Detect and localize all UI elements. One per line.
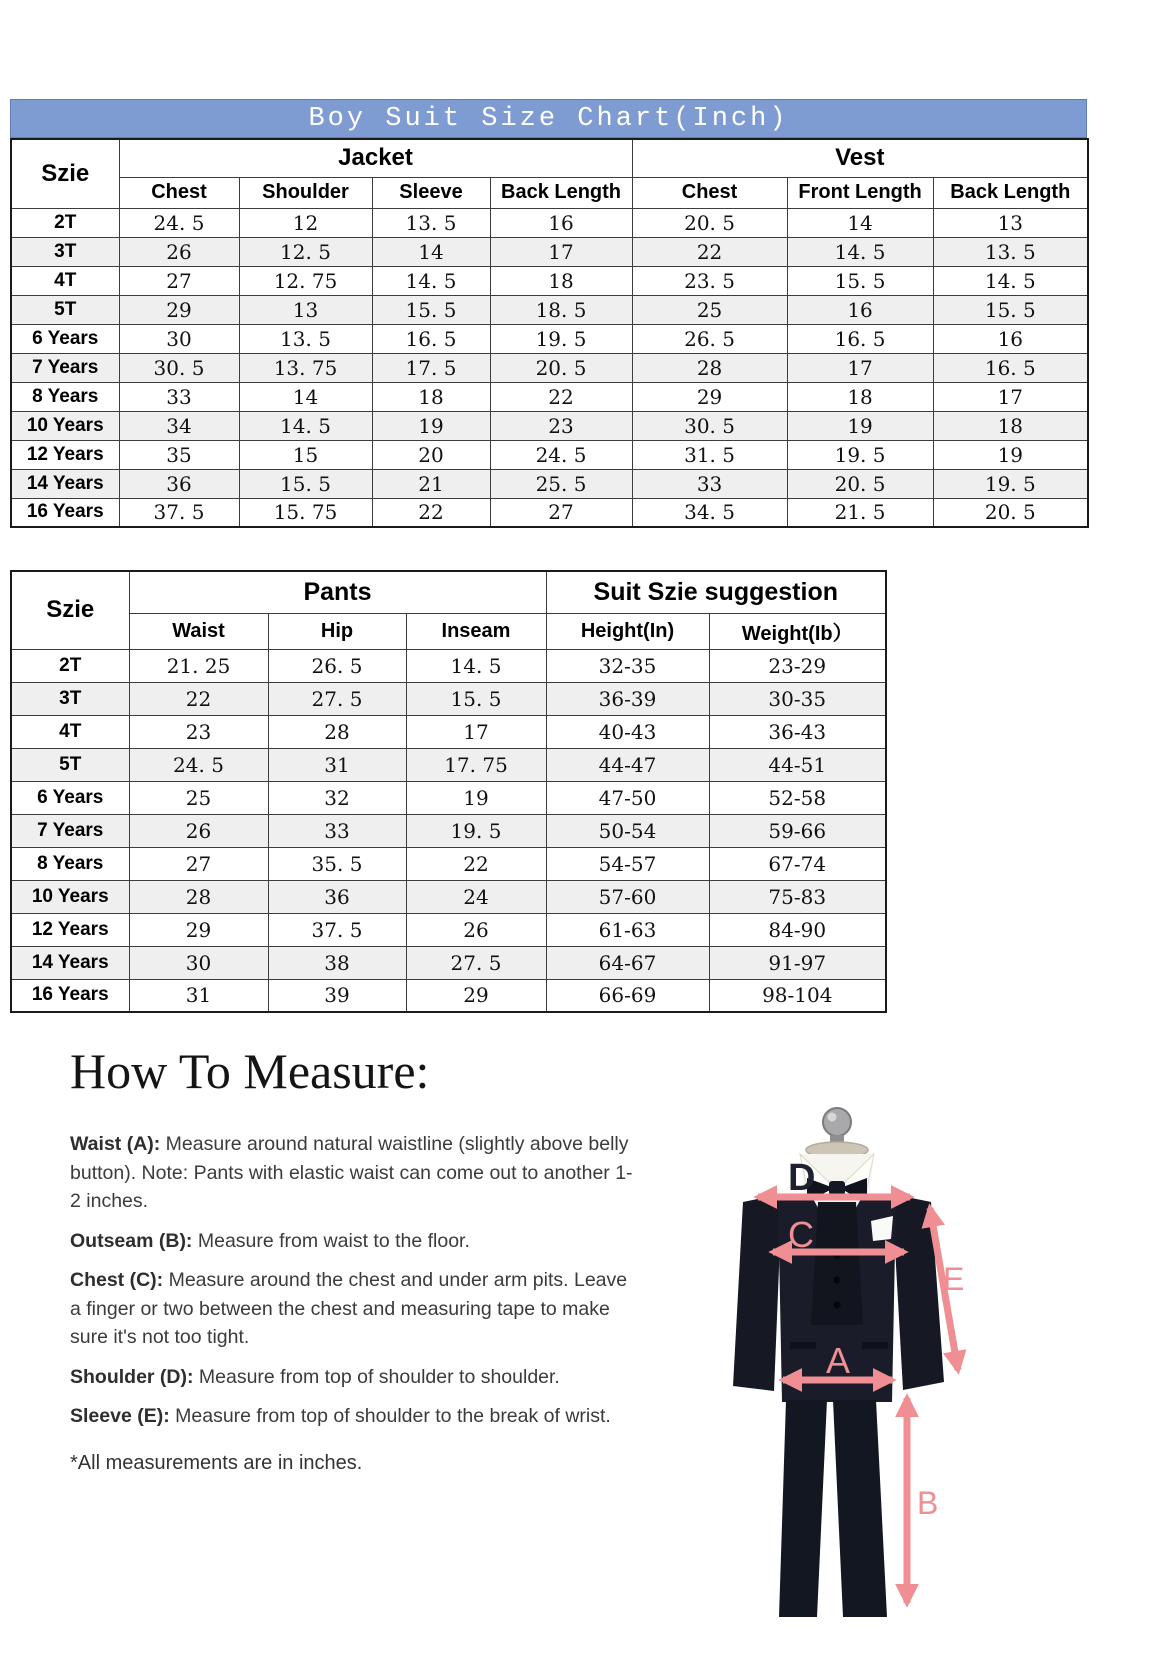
table-cell: 12. 75: [239, 266, 372, 295]
jacket-vest-size-chart: [10, 99, 1087, 528]
measure-instruction-list: [70, 1130, 635, 1431]
table-cell: 17: [787, 353, 933, 382]
table-cell: 14. 5: [933, 266, 1088, 295]
table-cell: 26: [406, 913, 546, 946]
table-cell: 19. 5: [406, 814, 546, 847]
row-size-label: 16 Years: [11, 979, 129, 1012]
col-vest-chest: Chest: [632, 177, 787, 208]
row-size-label: 12 Years: [11, 913, 129, 946]
table-cell: 26: [119, 237, 239, 266]
table-cell: 98-104: [709, 979, 886, 1012]
table-cell: 32: [268, 781, 406, 814]
size-column-header: Szie: [11, 571, 129, 649]
table-row: [11, 498, 1088, 527]
table-cell: 25. 5: [490, 469, 632, 498]
table-cell: 59-66: [709, 814, 886, 847]
table-cell: 31: [129, 979, 268, 1012]
row-size-label: 14 Years: [11, 469, 119, 498]
row-size-label: 2T: [11, 208, 119, 237]
table-cell: 13. 5: [239, 324, 372, 353]
table-cell: 32-35: [546, 649, 709, 682]
table-cell: 37. 5: [268, 913, 406, 946]
col-pants-waist: Waist: [129, 613, 268, 649]
table-cell: 13. 75: [239, 353, 372, 382]
table-cell: 16: [787, 295, 933, 324]
table-row: [11, 469, 1088, 498]
table-cell: 30-35: [709, 682, 886, 715]
table-cell: 38: [268, 946, 406, 979]
table-cell: 18: [490, 266, 632, 295]
table-cell: 26. 5: [268, 649, 406, 682]
col-vest-back-length: Back Length: [933, 177, 1088, 208]
table-cell: 28: [632, 353, 787, 382]
table-cell: 28: [129, 880, 268, 913]
table-cell: 19: [372, 411, 490, 440]
table-cell: 27: [129, 847, 268, 880]
waist-label: A: [826, 1340, 851, 1381]
table-cell: 24. 5: [129, 748, 268, 781]
col-jacket-sleeve: Sleeve: [372, 177, 490, 208]
table-cell: 15: [239, 440, 372, 469]
table-cell: 50-54: [546, 814, 709, 847]
pants-suggestion-table: [10, 570, 887, 1013]
table-cell: 16. 5: [933, 353, 1088, 382]
table-cell: 24. 5: [119, 208, 239, 237]
table-row: [11, 913, 886, 946]
pants-suggestion-size-chart: [10, 570, 885, 1013]
table-cell: 18. 5: [490, 295, 632, 324]
measure-instruction: Chest (C): Measure around the chest and under arm pits. Leave a finger or two between the chest and measuring tape to make sure it's not too tight.: [70, 1269, 628, 1348]
table-row: [11, 979, 886, 1012]
table-cell: 14. 5: [787, 237, 933, 266]
table-cell: 25: [632, 295, 787, 324]
table-cell: 66-69: [546, 979, 709, 1012]
outseam-label: B: [917, 1485, 939, 1521]
table-cell: 33: [268, 814, 406, 847]
table-cell: 30: [119, 324, 239, 353]
table-cell: 17. 5: [372, 353, 490, 382]
table-cell: 22: [406, 847, 546, 880]
table-cell: 30: [129, 946, 268, 979]
table-cell: 14: [787, 208, 933, 237]
row-size-label: 10 Years: [11, 411, 119, 440]
table-cell: 15. 5: [787, 266, 933, 295]
table-cell: 20. 5: [632, 208, 787, 237]
table-cell: 13: [239, 295, 372, 324]
table-cell: 47-50: [546, 781, 709, 814]
table-row: [11, 266, 1088, 295]
measure-instruction-lead: Waist (A):: [70, 1133, 161, 1155]
row-size-label: 4T: [11, 266, 119, 295]
measure-instruction-lead: Shoulder (D):: [70, 1365, 194, 1388]
table-cell: 19. 5: [933, 469, 1088, 498]
table-row: [11, 440, 1088, 469]
table-cell: 20. 5: [490, 353, 632, 382]
mannequin-stand-icon: [806, 1108, 868, 1158]
row-size-label: 5T: [11, 295, 119, 324]
table-cell: 35. 5: [268, 847, 406, 880]
table-row: [11, 715, 886, 748]
row-size-label: 12 Years: [11, 440, 119, 469]
table-cell: 37. 5: [119, 498, 239, 527]
table-row: [11, 781, 886, 814]
table-cell: 36-39: [546, 682, 709, 715]
table-row: [11, 382, 1088, 411]
table-cell: 17: [490, 237, 632, 266]
table-cell: 28: [268, 715, 406, 748]
table-cell: 23-29: [709, 649, 886, 682]
table-cell: 15. 5: [239, 469, 372, 498]
table-cell: 23. 5: [632, 266, 787, 295]
row-size-label: 7 Years: [11, 353, 119, 382]
row-size-label: 4T: [11, 715, 129, 748]
table-cell: 22: [129, 682, 268, 715]
table-cell: 24. 5: [490, 440, 632, 469]
table-row: [11, 237, 1088, 266]
table-cell: 16. 5: [787, 324, 933, 353]
table-cell: 18: [933, 411, 1088, 440]
table-row: [11, 880, 886, 913]
table-cell: 27: [119, 266, 239, 295]
table-row: [11, 847, 886, 880]
table-cell: 31: [268, 748, 406, 781]
table-cell: 44-47: [546, 748, 709, 781]
table-cell: 19. 5: [787, 440, 933, 469]
table-cell: 75-83: [709, 880, 886, 913]
measure-instruction-lead: Sleeve (E):: [70, 1405, 170, 1427]
table-cell: 30. 5: [119, 353, 239, 382]
table-cell: 19. 5: [490, 324, 632, 353]
table-cell: 39: [268, 979, 406, 1012]
table-cell: 30. 5: [632, 411, 787, 440]
row-size-label: 14 Years: [11, 946, 129, 979]
table-cell: 15. 75: [239, 498, 372, 527]
measurements-footnote: *All measurements are in inches.: [70, 1451, 363, 1474]
col-height: Height(In): [546, 613, 709, 649]
table-cell: 22: [632, 237, 787, 266]
table-row: [11, 295, 1088, 324]
boy-suit-illustration: [640, 1090, 1120, 1650]
table-row: [11, 649, 886, 682]
measure-instruction-lead: Outseam (B):: [70, 1229, 193, 1252]
chart-title: Boy Suit Size Chart(Inch): [10, 99, 1087, 138]
table-row: [11, 682, 886, 715]
table-cell: 17. 75: [406, 748, 546, 781]
row-size-label: 7 Years: [11, 814, 129, 847]
table-cell: 36: [268, 880, 406, 913]
table-cell: 15. 5: [406, 682, 546, 715]
pants-group-header: Pants: [129, 571, 546, 613]
jacket-group-header: Jacket: [119, 139, 632, 177]
measure-instruction: Sleeve (E): Measure from top of shoulder to the break of wrist.: [70, 1405, 611, 1427]
table-cell: 29: [406, 979, 546, 1012]
chest-label: C: [788, 1214, 814, 1255]
suit-measurement-diagram: [640, 1090, 1120, 1650]
how-to-measure-section: [70, 1042, 635, 1488]
table-cell: 27: [490, 498, 632, 527]
table-cell: 24: [406, 880, 546, 913]
col-jacket-shoulder: Shoulder: [239, 177, 372, 208]
table-cell: 13. 5: [933, 237, 1088, 266]
table-cell: 14. 5: [239, 411, 372, 440]
row-size-label: 8 Years: [11, 382, 119, 411]
table-cell: 18: [372, 382, 490, 411]
table-cell: 20. 5: [933, 498, 1088, 527]
table-cell: 40-43: [546, 715, 709, 748]
row-size-label: 10 Years: [11, 880, 129, 913]
table-cell: 27. 5: [268, 682, 406, 715]
row-size-label: 2T: [11, 649, 129, 682]
table-row: [11, 411, 1088, 440]
table-cell: 15. 5: [372, 295, 490, 324]
sleeve-label: E: [943, 1261, 965, 1297]
suit-pants-icon: [779, 1400, 887, 1617]
table-cell: 19: [933, 440, 1088, 469]
table-cell: 16: [490, 208, 632, 237]
row-size-label: 5T: [11, 748, 129, 781]
table-cell: 22: [372, 498, 490, 527]
table-row: [11, 208, 1088, 237]
table-cell: 29: [129, 913, 268, 946]
row-size-label: 6 Years: [11, 781, 129, 814]
table-cell: 21. 25: [129, 649, 268, 682]
table-cell: 17: [406, 715, 546, 748]
measure-instruction-lead: Chest (C):: [70, 1269, 164, 1291]
table-cell: 16: [933, 324, 1088, 353]
table-cell: 34: [119, 411, 239, 440]
table-cell: 18: [787, 382, 933, 411]
table-cell: 21: [372, 469, 490, 498]
how-to-measure-title: How To Measure:: [70, 1043, 430, 1099]
table-row: [11, 324, 1088, 353]
table-cell: 29: [632, 382, 787, 411]
table-cell: 16. 5: [372, 324, 490, 353]
col-jacket-back-length: Back Length: [490, 177, 632, 208]
row-size-label: 16 Years: [11, 498, 119, 527]
table-cell: 52-58: [709, 781, 886, 814]
table-row: [11, 353, 1088, 382]
col-pants-inseam: Inseam: [406, 613, 546, 649]
table-cell: 33: [119, 382, 239, 411]
table-cell: 44-51: [709, 748, 886, 781]
table-cell: 14: [239, 382, 372, 411]
table-cell: 91-97: [709, 946, 886, 979]
table-row: [11, 946, 886, 979]
row-size-label: 3T: [11, 237, 119, 266]
vest-group-header: Vest: [632, 139, 1088, 177]
table-cell: 13: [933, 208, 1088, 237]
table-cell: 31. 5: [632, 440, 787, 469]
row-size-label: 8 Years: [11, 847, 129, 880]
table-cell: 57-60: [546, 880, 709, 913]
table-cell: 12: [239, 208, 372, 237]
shoulder-label: D: [788, 1157, 816, 1199]
table-cell: 26: [129, 814, 268, 847]
jacket-vest-table: [10, 138, 1089, 528]
table-cell: 34. 5: [632, 498, 787, 527]
table-cell: 14: [372, 237, 490, 266]
table-cell: 19: [787, 411, 933, 440]
table-cell: 19: [406, 781, 546, 814]
table-cell: 22: [490, 382, 632, 411]
table-cell: 33: [632, 469, 787, 498]
table-row: [11, 814, 886, 847]
table-cell: 20: [372, 440, 490, 469]
row-size-label: 3T: [11, 682, 129, 715]
table-cell: 25: [129, 781, 268, 814]
table-cell: 14. 5: [372, 266, 490, 295]
table-cell: 20. 5: [787, 469, 933, 498]
table-cell: 14. 5: [406, 649, 546, 682]
measure-instruction: Waist (A): Measure around natural waistline (slightly above belly button). Note: Pants with elastic waist can come out to another 1-2 inches.: [70, 1133, 633, 1212]
table-cell: 61-63: [546, 913, 709, 946]
table-cell: 64-67: [546, 946, 709, 979]
table-row: [11, 748, 886, 781]
table-cell: 15. 5: [933, 295, 1088, 324]
row-size-label: 6 Years: [11, 324, 119, 353]
table-cell: 54-57: [546, 847, 709, 880]
measure-instruction: Shoulder (D): Measure from top of shoulder to shoulder.: [70, 1365, 560, 1388]
table-cell: 13. 5: [372, 208, 490, 237]
table-cell: 36: [119, 469, 239, 498]
table-cell: 36-43: [709, 715, 886, 748]
table-cell: 12. 5: [239, 237, 372, 266]
table-cell: 21. 5: [787, 498, 933, 527]
table-cell: 27. 5: [406, 946, 546, 979]
table-cell: 67-74: [709, 847, 886, 880]
measure-instruction: Outseam (B): Measure from waist to the floor.: [70, 1229, 470, 1252]
suggestion-group-header: Suit Szie suggestion: [546, 571, 886, 613]
table-cell: 17: [933, 382, 1088, 411]
table-cell: 23: [129, 715, 268, 748]
table-cell: 29: [119, 295, 239, 324]
table-cell: 84-90: [709, 913, 886, 946]
table-cell: 23: [490, 411, 632, 440]
col-pants-hip: Hip: [268, 613, 406, 649]
table-cell: 35: [119, 440, 239, 469]
col-jacket-chest: Chest: [119, 177, 239, 208]
table-cell: 26. 5: [632, 324, 787, 353]
col-vest-front-length: Front Length: [787, 177, 933, 208]
size-column-header: Szie: [11, 139, 119, 208]
col-weight: Weight(Ib）: [709, 613, 886, 649]
